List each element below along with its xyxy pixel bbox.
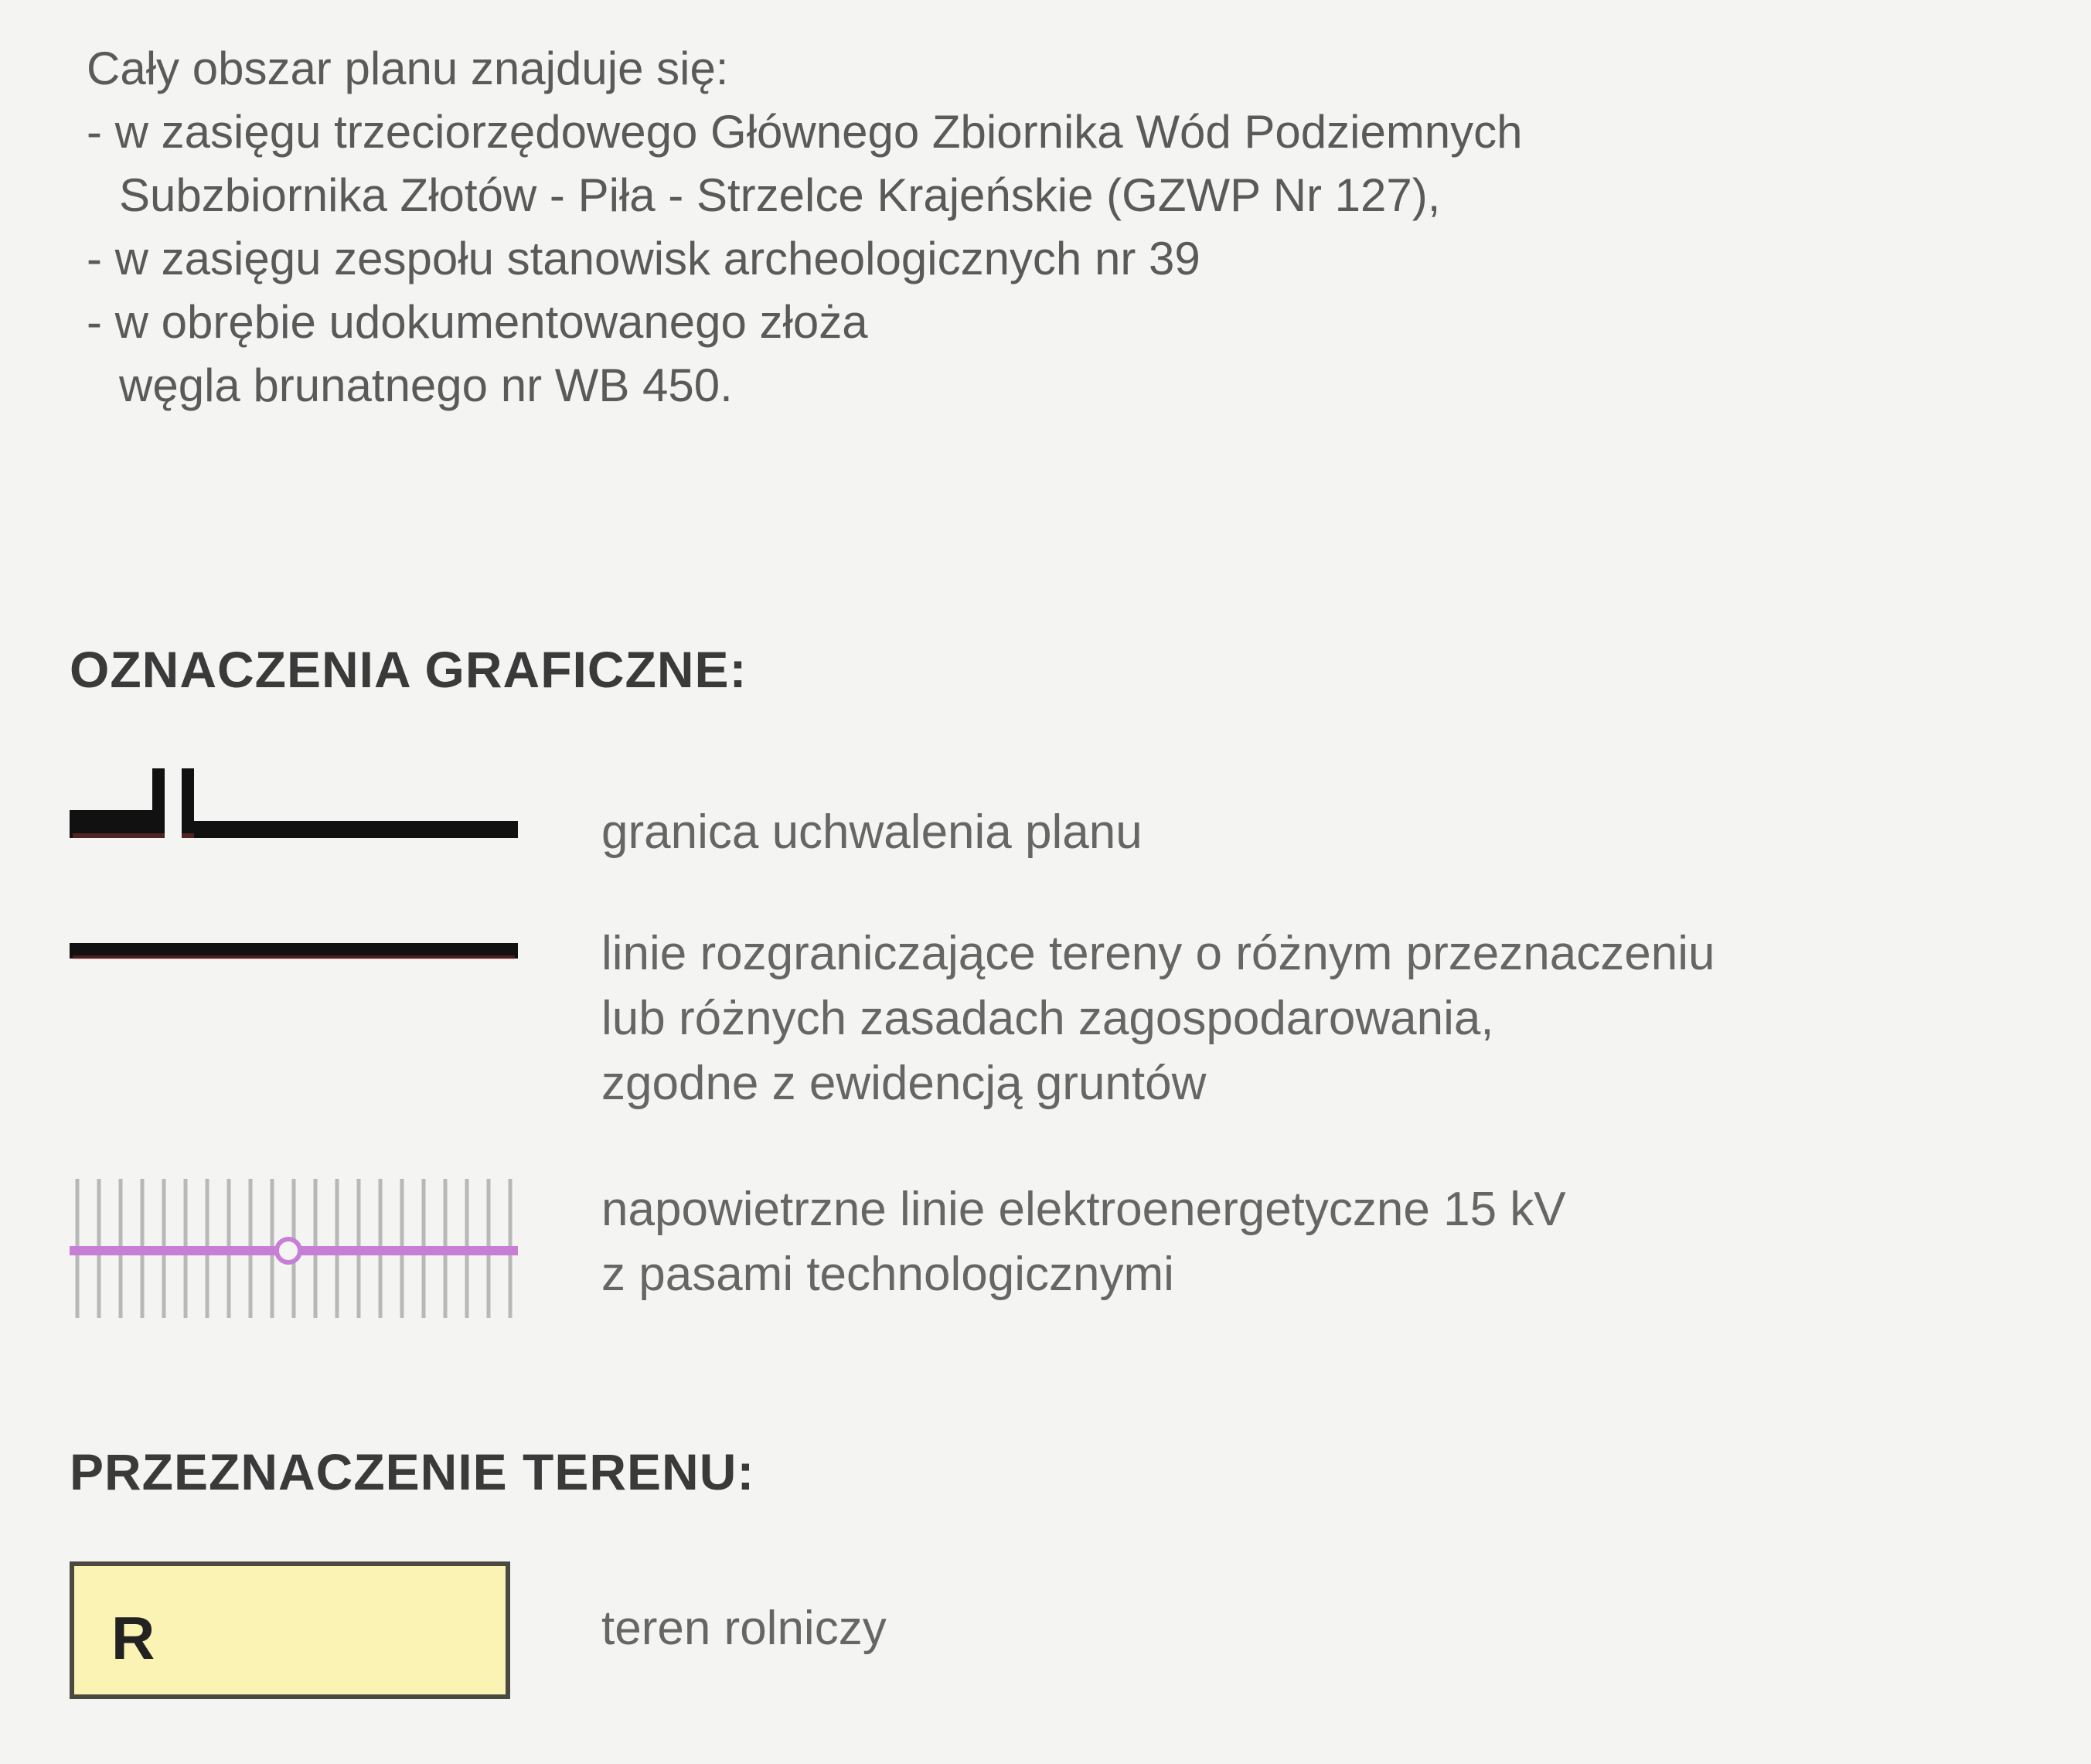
- notes-line-archaeology: - w zasięgu zespołu stanowisk archeologicznych nr 39: [87, 233, 1200, 284]
- legend-label-line: zgodne z ewidencją gruntów: [601, 1057, 1207, 1110]
- plan-boundary-label: [601, 800, 1143, 865]
- land-use-heading: PRZEZNACZENIE TERENU:: [70, 1443, 755, 1500]
- boundary-line-icon: [70, 935, 518, 966]
- notes-line-deposit-cont: węgla brunatnego nr WB 450.: [119, 359, 733, 411]
- legend-label-line: linie rozgraniczające tereny o różnym przeznaczeniu: [601, 927, 1715, 980]
- agricultural-land-label: teren rolniczy: [601, 1602, 887, 1655]
- boundary-lines-label: [601, 921, 1715, 1116]
- agricultural-land-swatch: [70, 1561, 510, 1699]
- power-lines-label: [601, 1177, 1566, 1307]
- notes-intro-line: Cały obszar planu znajduje się:: [87, 43, 729, 94]
- notes-line-gzwp-cont: Subzbiornika Złotów - Piła - Strzelce Krajeńskie (GZWP Nr 127),: [119, 169, 1441, 221]
- notes-line-deposit: - w obrębie udokumentowanego złoża: [87, 296, 868, 348]
- legend-label-line: granica uchwalenia planu: [601, 805, 1143, 859]
- legend-label-line: lub różnych zasadach zagospodarowania,: [601, 992, 1494, 1045]
- land-use-code: R: [111, 1604, 155, 1672]
- graphic-legend-heading: OZNACZENIA GRAFICZNE:: [70, 641, 748, 698]
- plan-boundary-line-icon: [70, 765, 518, 850]
- notes-line-gzwp: - w zasięgu trzeciorzędowego Głównego Zbiornika Wód Podziemnych: [87, 106, 1523, 158]
- plan-area-notes: [87, 37, 1942, 417]
- legend-label-line: napowietrzne linie elektroenergetyczne 15 kV: [601, 1183, 1566, 1236]
- legend-label-line: z pasami technologicznymi: [601, 1248, 1174, 1301]
- power-line-icon: [70, 1175, 518, 1322]
